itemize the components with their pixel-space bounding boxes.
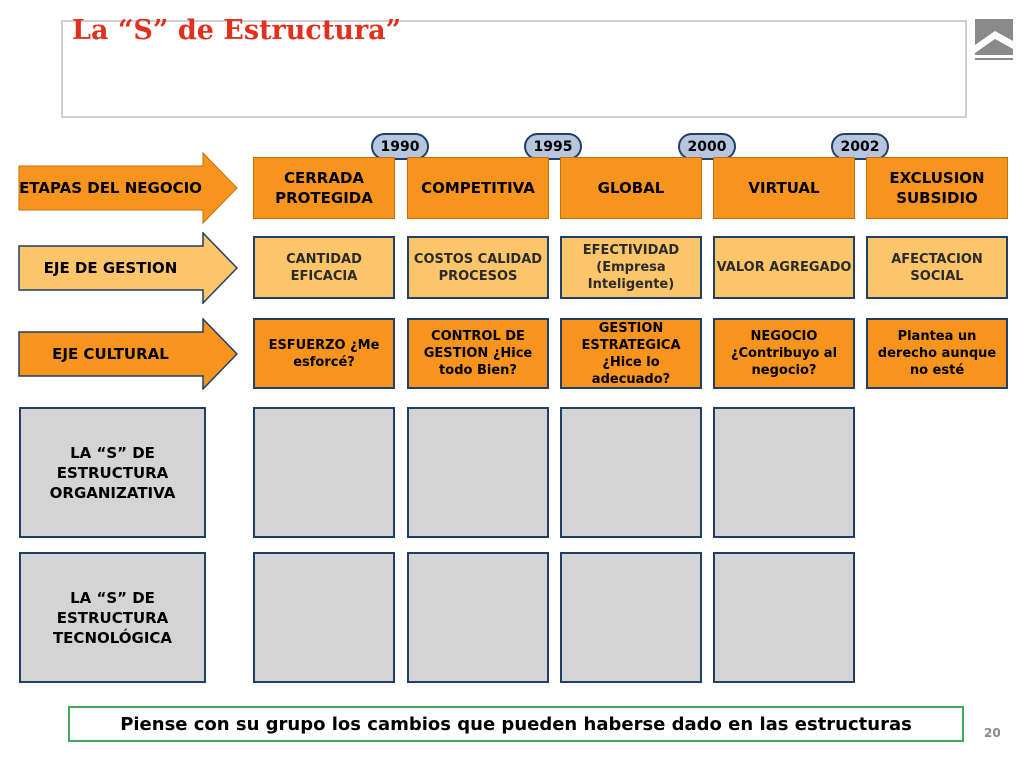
year-badge-1990: 1990	[371, 133, 429, 160]
tecnologica-cell-3	[560, 552, 702, 683]
etapa-exclusion: EXCLUSION SUBSIDIO	[866, 157, 1008, 219]
year-badge-2000: 2000	[678, 133, 736, 160]
arrow-gestion	[18, 232, 238, 304]
cultural-control: CONTROL DE GESTION ¿Hice todo Bien?	[407, 318, 549, 389]
cultural-gestion: GESTION ESTRATEGICA ¿Hice lo adecuado?	[560, 318, 702, 389]
footer-instruction: Piense con su grupo los cambios que pueden haberse dado en las estructuras	[68, 706, 964, 742]
tecnologica-cell-2	[407, 552, 549, 683]
tecnologica-cell-1	[253, 552, 395, 683]
cultural-esfuerzo: ESFUERZO ¿Me esforcé?	[253, 318, 395, 389]
year-badge-1995: 1995	[524, 133, 582, 160]
gestion-afectacion: AFECTACION SOCIAL	[866, 236, 1008, 299]
row-label-tecnologica: LA “S” DE ESTRUCTURA TECNOLÓGICA	[19, 552, 206, 683]
logo-icon	[975, 19, 1013, 60]
tecnologica-cell-4	[713, 552, 855, 683]
row-label-etapas: ETAPAS DEL NEGOCIO	[19, 179, 202, 197]
cultural-derecho: Plantea un derecho aunque no esté	[866, 318, 1008, 389]
organizativa-cell-4	[713, 407, 855, 538]
year-badge-2002: 2002	[831, 133, 889, 160]
etapa-virtual: VIRTUAL	[713, 157, 855, 219]
row-label-gestion: EJE DE GESTION	[43, 259, 178, 277]
etapa-global: GLOBAL	[560, 157, 702, 219]
gestion-valor: VALOR AGREGADO	[713, 236, 855, 299]
slide-title: La “S” de Estructura”	[72, 15, 402, 46]
arrow-etapas	[18, 152, 238, 224]
cultural-negocio: NEGOCIO ¿Contribuyo al negocio?	[713, 318, 855, 389]
etapa-cerrada: CERRADA PROTEGIDA	[253, 157, 395, 219]
organizativa-cell-1	[253, 407, 395, 538]
organizativa-cell-3	[560, 407, 702, 538]
organizativa-cell-2	[407, 407, 549, 538]
row-label-organizativa: LA “S” DE ESTRUCTURA ORGANIZATIVA	[19, 407, 206, 538]
gestion-cantidad: CANTIDAD EFICACIA	[253, 236, 395, 299]
arrow-cultural	[18, 318, 238, 390]
gestion-efectividad: EFECTIVIDAD (Empresa Inteligente)	[560, 236, 702, 299]
etapa-competitiva: COMPETITIVA	[407, 157, 549, 219]
row-label-cultural: EJE CULTURAL	[52, 345, 169, 363]
gestion-costos: COSTOS CALIDAD PROCESOS	[407, 236, 549, 299]
page-number: 20	[984, 726, 1001, 740]
